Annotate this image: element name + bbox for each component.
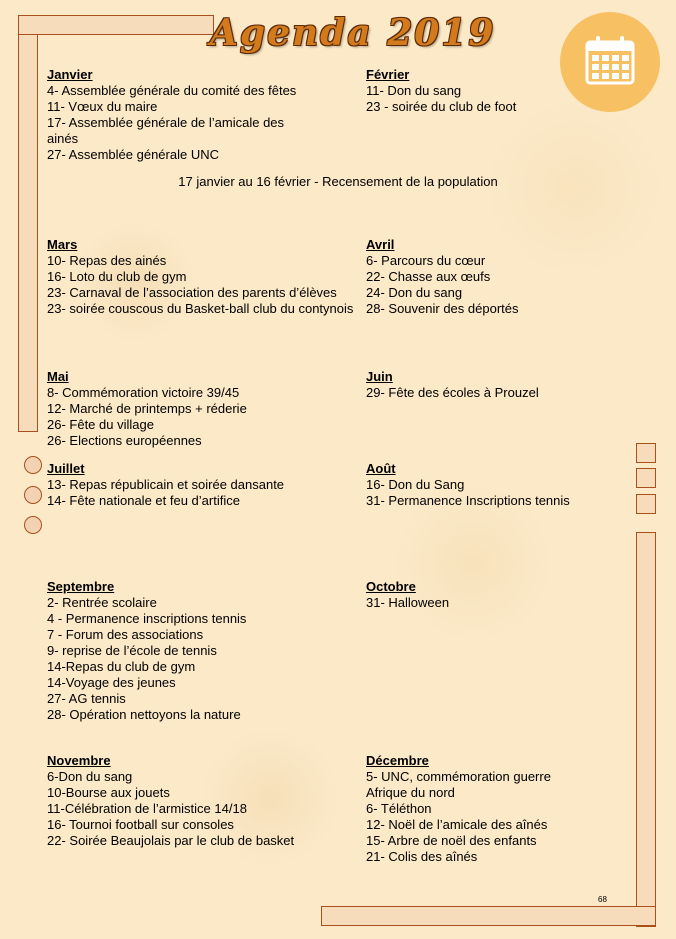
decorative-frame-left	[18, 15, 38, 432]
event-item: 23 - soirée du club de foot	[366, 99, 517, 114]
month-janvier	[47, 67, 307, 163]
event-item: 11- Vœux du maire	[47, 99, 158, 114]
decorative-circle	[24, 456, 42, 474]
event-item: 29- Fête des écoles à Prouzel	[366, 385, 539, 400]
month-juin	[366, 369, 616, 401]
event-item: 10-Bourse aux jouets	[47, 785, 170, 800]
decorative-circle	[24, 516, 42, 534]
event-item: 2- Rentrée scolaire	[47, 595, 157, 610]
decorative-circle	[24, 486, 42, 504]
month-aout	[366, 461, 626, 509]
event-item: 22- Chasse aux œufs	[366, 269, 491, 284]
event-item: 6- Téléthon	[366, 801, 432, 816]
event-item: 22- Soirée Beaujolais par le club de basket	[47, 833, 295, 848]
event-item: 4 - Permanence inscriptions tennis	[47, 611, 247, 626]
month-title: Février	[366, 67, 410, 82]
event-item: 23- soirée couscous du Basket-ball club du contynois	[47, 301, 354, 316]
event-item: 27- Assemblée générale UNC	[47, 147, 219, 162]
month-title: Juillet	[47, 461, 85, 476]
event-item: 16- Loto du club de gym	[47, 269, 187, 284]
event-item: 6-Don du sang	[47, 769, 133, 784]
month-novembre	[47, 753, 347, 849]
month-title: Octobre	[366, 579, 416, 594]
event-item: 12- Marché de printemps + réderie	[47, 401, 247, 416]
event-item: 13- Repas républicain et soirée dansante	[47, 477, 285, 492]
event-item: 4- Assemblée générale du comité des fêtes	[47, 83, 297, 98]
decorative-square	[636, 468, 656, 488]
event-item: 21- Colis des aînés	[366, 849, 478, 864]
month-title: Mai	[47, 369, 69, 384]
month-title: Juin	[366, 369, 393, 384]
event-item: 12- Noël de l’amicale des aînés	[366, 817, 548, 832]
month-title: Septembre	[47, 579, 115, 594]
month-mai	[47, 369, 347, 449]
month-septembre	[47, 579, 347, 723]
month-title: Novembre	[47, 753, 111, 768]
event-item: 14- Fête nationale et feu d’artifice	[47, 493, 240, 508]
month-fevrier	[366, 67, 616, 115]
event-item: 31- Halloween	[366, 595, 450, 610]
event-item: 11- Don du sang	[366, 83, 462, 98]
event-item: 11-Célébration de l’armistice 14/18	[47, 801, 247, 816]
decorative-frame-bottom	[321, 906, 656, 926]
month-avril	[366, 237, 616, 317]
event-item: 17- Assemblée générale de l’amicale des ainés	[47, 115, 285, 146]
month-mars	[47, 237, 357, 317]
month-decembre	[366, 753, 576, 865]
month-octobre	[366, 579, 616, 611]
page-title: Agenda 2019	[210, 12, 496, 54]
month-title: Janvier	[47, 67, 93, 82]
event-item: 28- Souvenir des déportés	[366, 301, 519, 316]
month-title: Décembre	[366, 753, 429, 768]
decorative-frame-right	[636, 532, 656, 927]
event-item: 10- Repas des ainés	[47, 253, 167, 268]
event-item: 6- Parcours du cœur	[366, 253, 486, 268]
event-item: 14-Voyage des jeunes	[47, 675, 176, 690]
month-juillet	[47, 461, 347, 509]
event-item: 8- Commémoration victoire 39/45	[47, 385, 240, 400]
event-item: 7 - Forum des associations	[47, 627, 204, 642]
event-item: 26- Elections européennes	[47, 433, 202, 448]
event-item: 28- Opération nettoyons la nature	[47, 707, 241, 722]
month-title: Août	[366, 461, 396, 476]
event-item: 31- Permanence Inscriptions tennis	[366, 493, 570, 508]
event-item: 16- Don du Sang	[366, 477, 465, 492]
month-title: Avril	[366, 237, 395, 252]
event-item: 5- UNC, commémoration guerre Afrique du nord	[366, 769, 551, 800]
page-number: 68	[598, 895, 607, 904]
decorative-frame-top	[18, 15, 214, 35]
event-item: 23- Carnaval de l’association des parents d’élèves	[47, 285, 337, 300]
event-item: 26- Fête du village	[47, 417, 154, 432]
decorative-square	[636, 443, 656, 463]
event-item: 27- AG tennis	[47, 691, 126, 706]
event-item: 16- Tournoi football sur consoles	[47, 817, 234, 832]
census-notice: 17 janvier au 16 février - Recensement de la population	[178, 174, 498, 189]
month-title: Mars	[47, 237, 78, 252]
event-item: 14-Repas du club de gym	[47, 659, 196, 674]
event-item: 15- Arbre de noël des enfants	[366, 833, 537, 848]
event-item: 24- Don du sang	[366, 285, 463, 300]
decorative-square	[636, 494, 656, 514]
event-item: 9- reprise de l’école de tennis	[47, 643, 217, 658]
